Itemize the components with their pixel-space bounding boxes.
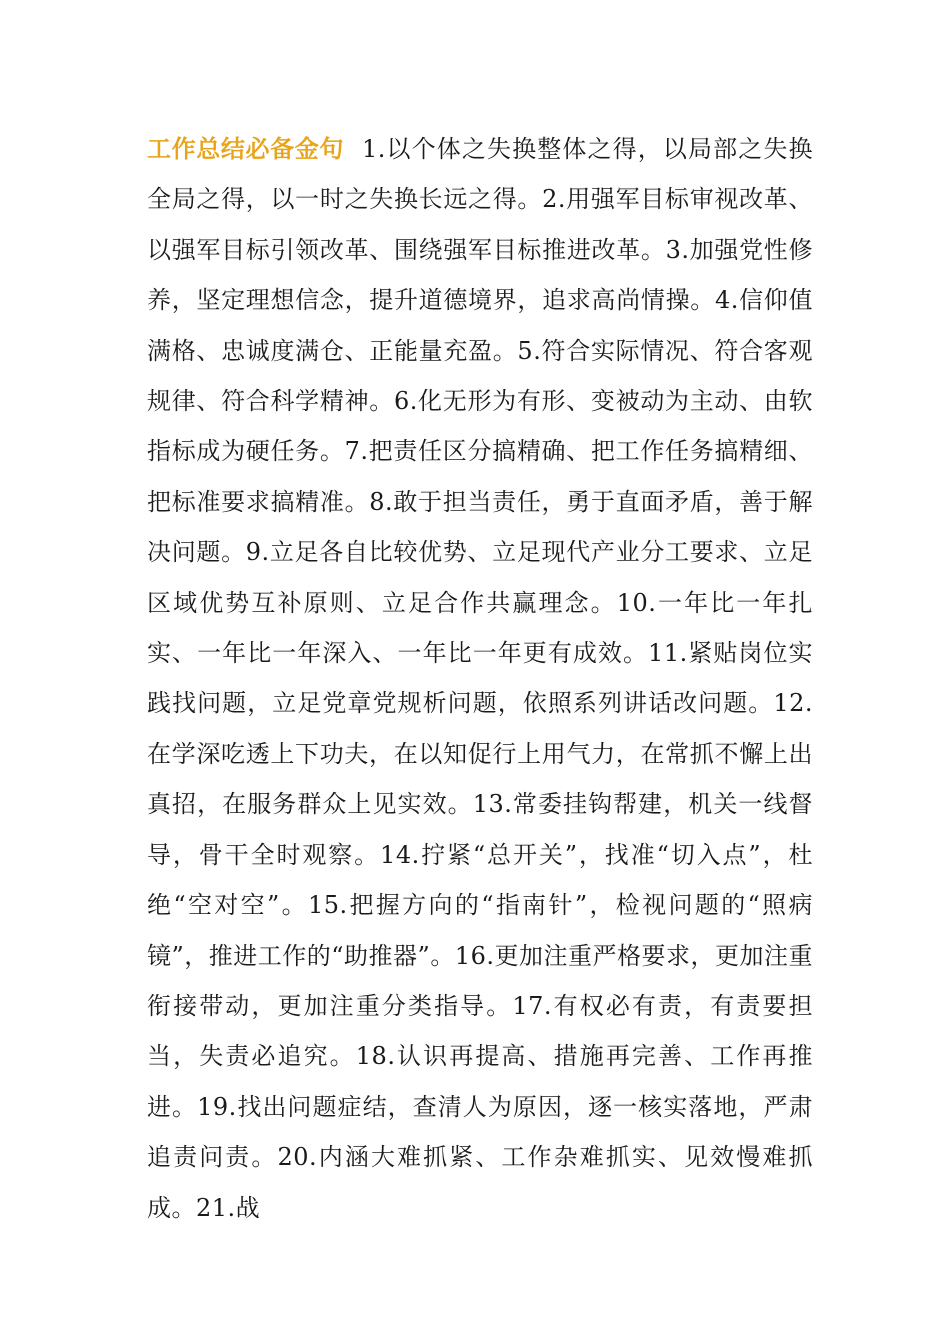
document-body: 1.以个体之失换整体之得，以局部之失换全局之得，以一时之失换长远之得。2.用强军目标审视改革、以强军目标引领改革、围绕强军目标推进改革。3.加强党性修养，坚定理想信念，提升道德境界，追求高尚情操。4.信仰值满格、忠诚度满仓、正能量充盈。5.符合实际情况、符合客观规律、符合科学精神。6.化无形为有形、变被动为主动、由软指标成为硬任务。7.把责任区分搞精确、把工作任务搞精细、把标准要求搞精准。8.敢于担当责任，勇于直面矛盾，善于解决问题。9.立足各自比较优势、立足现代产业分工要求、立足区域优势互补原则、立足合作共赢理念。10.一年比一年扎实、一年比一年深入、一年比一年更有成效。11.紧贴岗位实践找问题，立足党章党规析问题，依照系列讲话改问题。12.在学深吃透上下功夫，在以知促行上用气力，在常抓不懈上出真招，在服务群众上见实效。13.常委挂钩帮建，机关一线督导，骨干全时观察。14.拧紧“总开关”，找准“切入点”，杜绝“空对空”。15.把握方向的“指南针”，检视问题的“照病镜”，推进工作的“助推器”。16.更加注重严格要求，更加注重衔接带动，更加注重分类指导。17.有权必有责，有责要担当，失责必追究。18.认识再提高、措施再完善、工作再推进。19.找出问题症结，查清人为原因，逐一核实落地，严肃追责问责。20.内涵大难抓紧、工作杂难抓实、见效慢难抓成。21.战 <box>147 135 814 1222</box>
document-content <box>147 124 813 1233</box>
document-title: 工作总结必备金句 <box>147 135 344 163</box>
